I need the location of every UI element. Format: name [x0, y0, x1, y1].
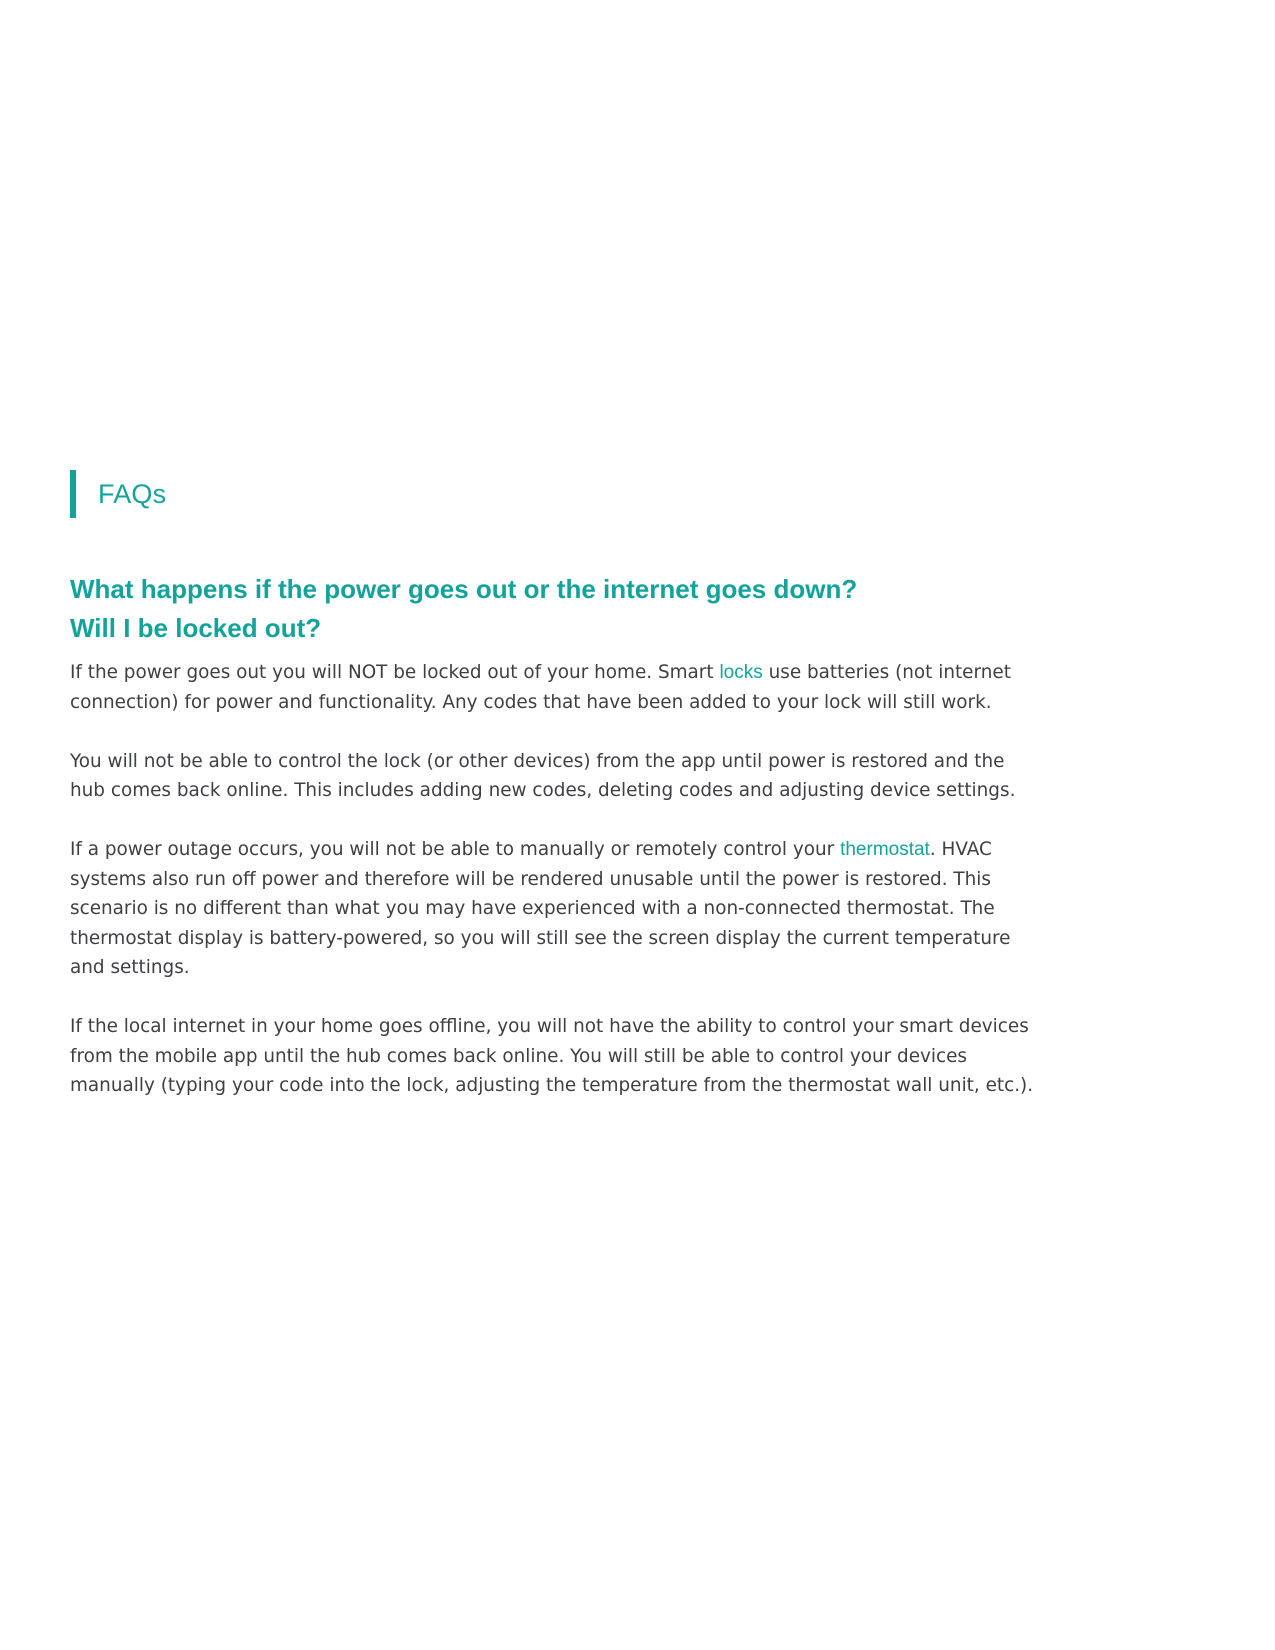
faq-item [70, 570, 1034, 1130]
thermostat-link[interactable]: thermostat [840, 839, 930, 860]
answer-line: You will not be able to control the lock (or other devices) from the app until power is restored and the [70, 750, 1005, 772]
section-title: FAQs [98, 478, 167, 509]
answer-paragraph-4 [70, 1012, 1034, 1101]
answer-line [70, 658, 1030, 688]
locks-link[interactable]: locks [719, 662, 763, 683]
answer-line: and settings. [70, 957, 190, 978]
answer-text: If a power outage occurs, you will not be able to manually or remotely control your [70, 839, 841, 860]
answer-line: hub comes back online. This includes adding new codes, deleting codes and adjusting device settings. [70, 780, 1016, 801]
question-line: Will I be locked out? [70, 613, 322, 643]
answer-text: use batteries (not internet [762, 662, 1011, 683]
section-accent-bar [70, 470, 76, 518]
section-header [70, 470, 166, 518]
answer-line: scenario is no different than what you may have experienced with a non-connected thermostat. The [70, 898, 995, 919]
answer-line: from the mobile app until the hub comes back online. You will still be able to control your devices [70, 1045, 968, 1067]
answer-text: . HVAC [929, 839, 992, 860]
answer-line: If the local internet in your home goes offline, you will not have the ability to control your smart devices [70, 1016, 1029, 1037]
faq-question [70, 570, 1030, 648]
answer-line: systems also run off power and therefore will be rendered unusable until the power is restored. This [70, 868, 991, 890]
answer-text: If the power goes out you will NOT be locked out of your home. Smart [70, 662, 720, 683]
answer-line: thermostat display is battery-powered, so you will still see the screen display the current temperature [70, 927, 1011, 949]
answer-line [70, 835, 1030, 865]
answer-paragraph-1 [70, 658, 1030, 717]
answer-paragraph-2 [70, 747, 1030, 806]
answer-line: connection) for power and functionality. Any codes that have been added to your lock will still work. [70, 691, 992, 713]
answer-line: manually (typing your code into the lock, adjusting the temperature from the thermostat wall unit, etc.). [70, 1075, 1034, 1096]
answer-paragraph-3 [70, 835, 1030, 983]
question-line: What happens if the power goes out or the internet goes down? [70, 574, 858, 604]
